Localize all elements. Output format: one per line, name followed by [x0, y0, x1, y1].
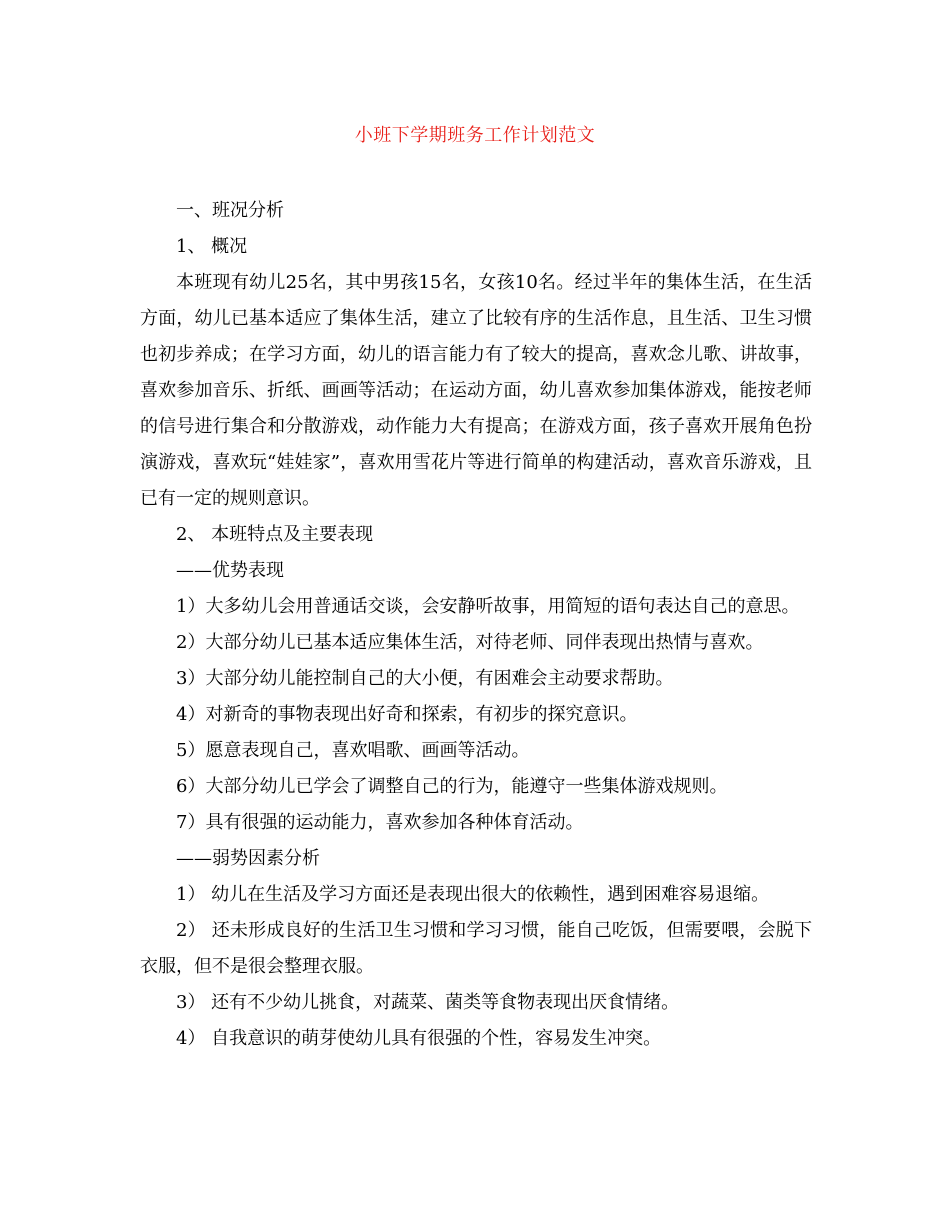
weakness-item: 4） 自我意识的萌芽使幼儿具有很强的个性，容易发生冲突。 — [176, 1028, 662, 1049]
strength-item: 7）具有很强的运动能力，喜欢参加各种体育活动。 — [176, 812, 584, 833]
strength-item: 6）大部分幼儿已学会了调整自己的行为，能遵守一些集体游戏规则。 — [176, 776, 728, 797]
strength-item: 1）大多幼儿会用普通话交谈，会安静听故事，用简短的语句表达自己的意思。 — [176, 596, 800, 617]
strength-item: 3）大部分幼儿能控制自己的大小便，有困难会主动要求帮助。 — [176, 668, 674, 689]
document-body — [140, 193, 812, 1057]
weakness-item: 3） 还有不少幼儿挑食，对蔬菜、菌类等食物表现出厌食情绪。 — [176, 992, 680, 1013]
overview-paragraph: 本班现有幼儿25名，其中男孩15名，女孩10名。经过半年的集体生活，在生活方面，幼儿已基本适应了集体生活，建立了比较有序的生活作息，且生活、卫生习惯也初步养成；在学习方面，幼儿的语言能力有了较大的提高，喜欢念儿歌、讲故事，喜欢参加音乐、折纸、画画等活动；在运动方面，幼儿喜欢参加集体游戏，能按老师的信号进行集合和分散游戏，动作能力大有提高；在游戏方面，孩子喜欢开展角色扮演游戏，喜欢玩“娃娃家”，喜欢用雪花片等进行简单的构建活动，喜欢音乐游戏，且已有一定的规则意识。 — [140, 272, 812, 509]
document-title: 小班下学期班务工作计划范文 — [354, 125, 596, 146]
section-heading-class-analysis: 一、班况分析 — [176, 200, 284, 221]
subsection-heading-overview: 1、 概况 — [176, 236, 248, 257]
weaknesses-heading: ——弱势因素分析 — [176, 848, 320, 869]
strength-item: 5）愿意表现自己，喜欢唱歌、画画等活动。 — [176, 740, 530, 761]
strength-item: 2）大部分幼儿已基本适应集体生活，对待老师、同伴表现出热情与喜欢。 — [176, 632, 764, 653]
subsection-heading-class-features: 2、 本班特点及主要表现 — [176, 524, 374, 545]
weakness-item: 2） 还未形成良好的生活卫生习惯和学习习惯，能自己吃饭，但需要喂，会脱下衣服，但不是很会整理衣服。 — [140, 920, 812, 977]
weakness-item: 1） 幼儿在生活及学习方面还是表现出很大的依赖性，遇到困难容易退缩。 — [176, 884, 770, 905]
strengths-heading: ——优势表现 — [176, 560, 284, 581]
strength-item: 4）对新奇的事物表现出好奇和探索，有初步的探究意识。 — [176, 704, 638, 725]
